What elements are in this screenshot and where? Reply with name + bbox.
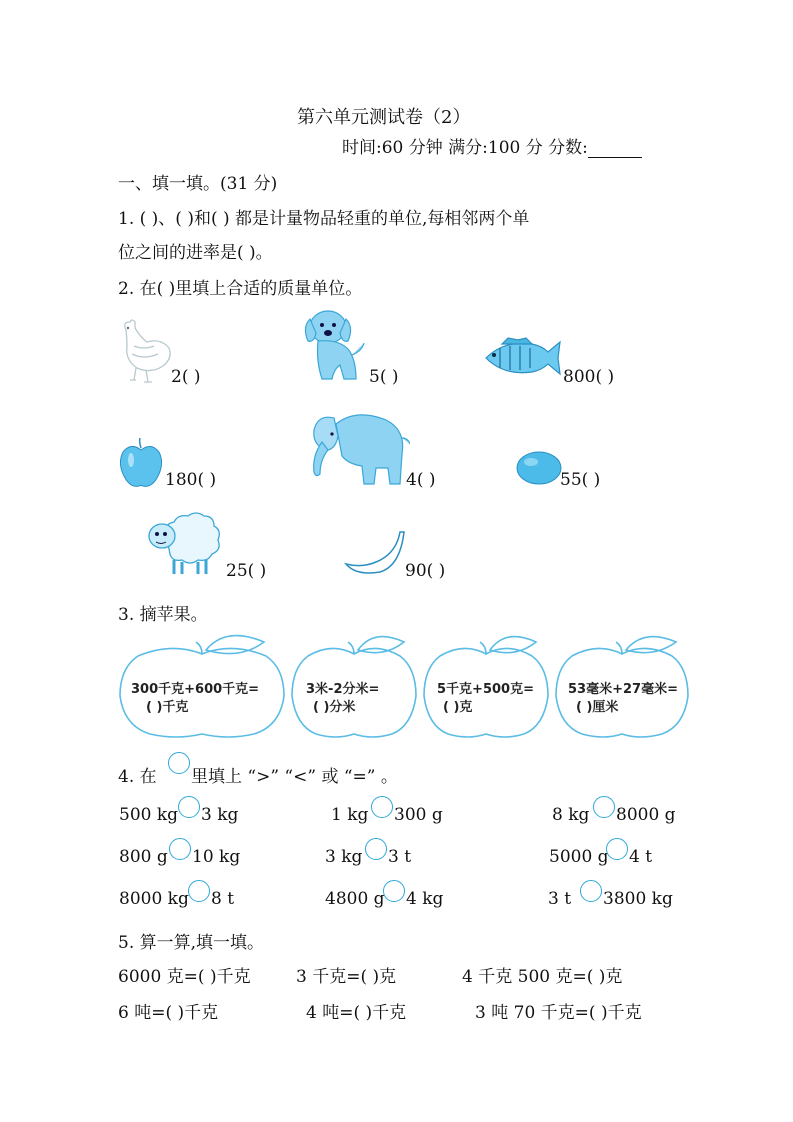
q5-heading: 5. 算一算,填一填。 xyxy=(118,933,265,953)
apple-equation: 300千克+600千克= xyxy=(131,682,260,697)
sheep-icon xyxy=(146,510,224,580)
compare-right: 3 t xyxy=(388,847,412,867)
q2-item-text: 180( ) xyxy=(165,470,217,490)
compare-left: 8000 kg xyxy=(119,889,189,909)
apple-equation: 53毫米+27毫米= xyxy=(568,682,678,697)
compare-left: 3 kg xyxy=(325,847,363,867)
compare-circle-input[interactable] xyxy=(169,838,191,860)
compare-circle-input[interactable] xyxy=(606,838,628,860)
dog-icon xyxy=(302,305,372,385)
apple-answer: ( )克 xyxy=(443,700,473,715)
compare-circle-input[interactable] xyxy=(188,880,210,902)
compare-circle-input[interactable] xyxy=(365,838,387,860)
q3-heading: 3. 摘苹果。 xyxy=(118,605,208,625)
compare-right: 3 kg xyxy=(201,805,239,825)
compare-right: 8000 g xyxy=(616,805,676,825)
banana-icon xyxy=(342,528,408,578)
compare-right: 8 t xyxy=(211,889,235,909)
apple-answer: ( )千克 xyxy=(146,700,189,715)
compare-circle-icon xyxy=(168,752,190,774)
apple-answer: ( )分米 xyxy=(313,700,356,715)
score-blank[interactable] xyxy=(588,139,642,158)
compare-left: 3 t xyxy=(548,889,572,909)
compare-left: 1 kg xyxy=(331,805,369,825)
q4-heading-suffix: 里填上 “>” “<” 或 “=” 。 xyxy=(191,767,398,787)
q2-item-text: 25( ) xyxy=(226,561,267,581)
q2-heading: 2. 在( )里填上合适的质量单位。 xyxy=(118,279,363,299)
q5-item: 6 吨=( )千克 xyxy=(118,1003,219,1023)
q5-item: 6000 克=( )千克 xyxy=(118,967,251,987)
compare-right: 300 g xyxy=(394,805,443,825)
page-title: 第六单元测试卷（2） xyxy=(297,107,471,128)
q5-item: 3 千克=( )克 xyxy=(296,967,397,987)
compare-right: 10 kg xyxy=(192,847,241,867)
compare-left: 4800 g xyxy=(325,889,385,909)
compare-left: 8 kg xyxy=(552,805,590,825)
q2-item-text: 90( ) xyxy=(405,561,446,581)
apple-icon xyxy=(119,438,163,488)
compare-circle-input[interactable] xyxy=(178,796,200,818)
compare-left: 5000 g xyxy=(549,847,609,867)
fish-icon xyxy=(482,336,564,380)
q5-item: 4 千克 500 克=( )克 xyxy=(462,967,623,987)
compare-right: 4 kg xyxy=(406,889,444,909)
exam-meta xyxy=(342,133,642,158)
section-heading: 一、填一填。(31 分) xyxy=(118,174,278,194)
q2-item-text: 2( ) xyxy=(171,367,201,387)
q1-line1: 1. ( )、( )和( ) 都是计量物品轻重的单位,每相邻两个单 xyxy=(118,209,530,229)
elephant-icon xyxy=(306,408,410,488)
q5-item: 3 吨 70 千克=( )千克 xyxy=(475,1003,642,1023)
compare-left: 500 kg xyxy=(119,805,179,825)
q4-heading-prefix: 4. 在 xyxy=(118,767,157,787)
q2-item-text: 800( ) xyxy=(563,367,615,387)
compare-left: 800 g xyxy=(119,847,168,867)
q2-item-text: 55( ) xyxy=(560,470,601,490)
egg-icon xyxy=(515,450,563,486)
q5-item: 4 吨=( )千克 xyxy=(306,1003,407,1023)
compare-circle-input[interactable] xyxy=(371,796,393,818)
chicken-icon xyxy=(116,318,176,384)
compare-circle-input[interactable] xyxy=(580,880,602,902)
compare-right: 4 t xyxy=(629,847,653,867)
compare-right: 3800 kg xyxy=(603,889,673,909)
q2-item-text: 5( ) xyxy=(369,367,399,387)
q2-item-text: 4( ) xyxy=(406,470,436,490)
apple-equation: 5千克+500克= xyxy=(437,682,534,697)
apple-equation: 3米-2分米= xyxy=(306,682,380,697)
compare-circle-input[interactable] xyxy=(593,796,615,818)
compare-circle-input[interactable] xyxy=(383,880,405,902)
apple-answer: ( )厘米 xyxy=(576,700,619,715)
q1-line2: 位之间的进率是( )。 xyxy=(118,243,273,263)
exam-meta-text: 时间:60 分钟 满分:100 分 分数: xyxy=(342,138,588,158)
